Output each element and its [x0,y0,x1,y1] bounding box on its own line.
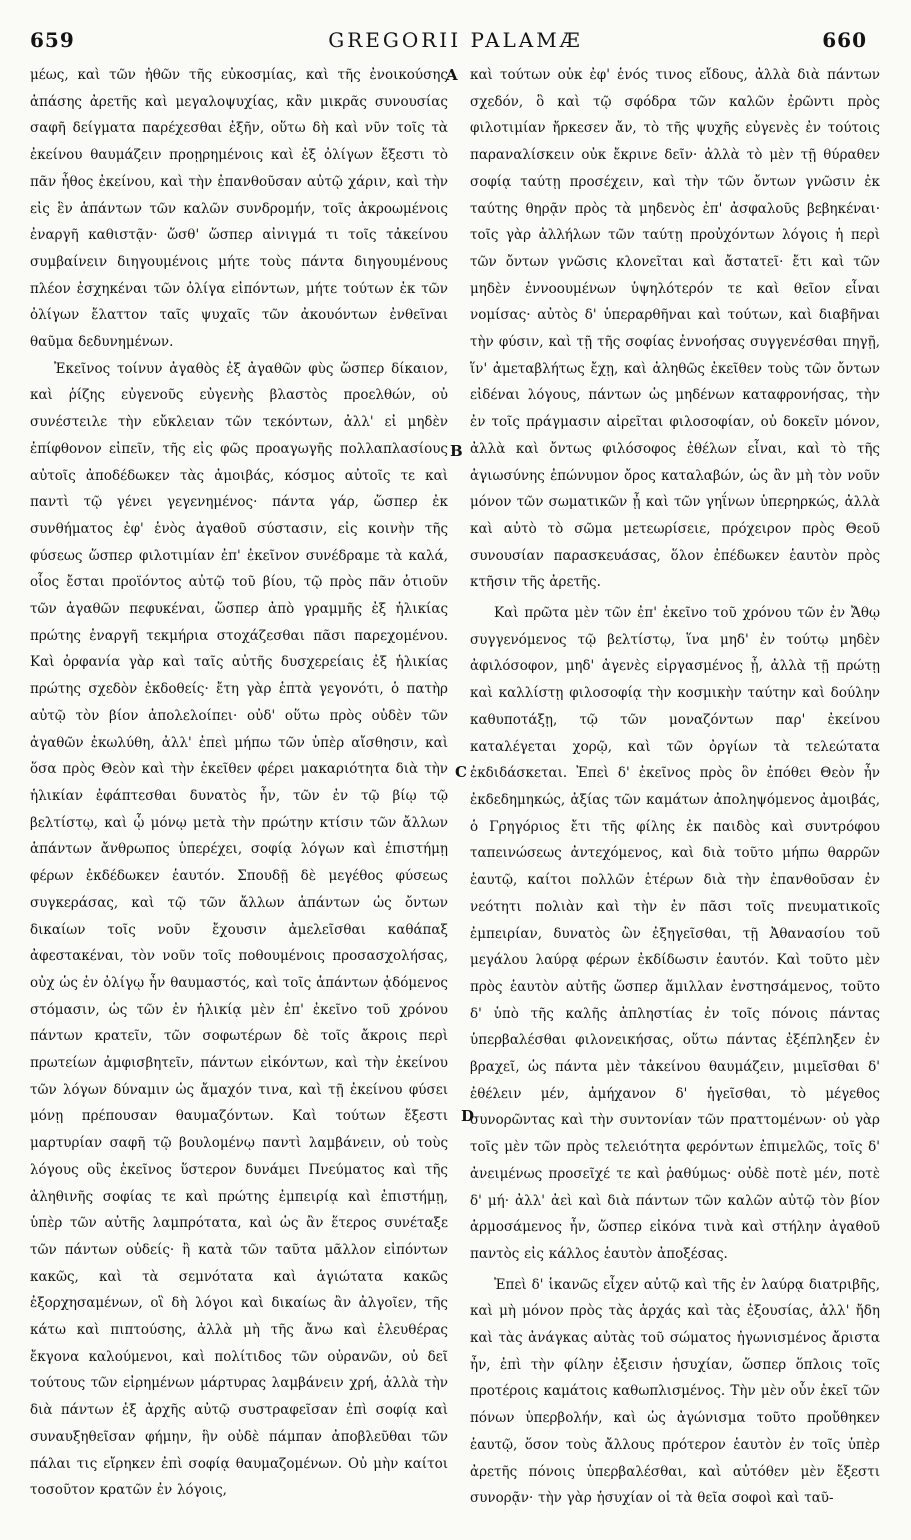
left-paragraph-1: μέως, καὶ τῶν ἠθῶν τῆς εὐκοσμίας, καὶ τῆς ἐνοικούσης ἁπάσης ἀρετῆς καὶ μεγαλοψυχίας, κἂν μικρᾶς συνουσίας σαφῆ δείγματα παρέχεσθαι ἐξῆν, οὕτω δὴ καὶ νῦν τοῖς τὰ ἐκείνου θαυμάζειν προῃρημένοις καὶ ἐξ ὀλίγων ἔξεστι τὸ πᾶν ἦθος ἐκείνου, καὶ τὴν ἐπανθοῦσαν αὐτῷ χάριν, καὶ τὴν εἰς ἓν ἁπάντων τῶν καλῶν συνδρομήν, τοῖς ἀκροωμένοις ἐναργῆ καθιστᾷν· ὥσθ' ὥσπερ αἰνιγμά τι τοῖς τἀκείνου συμβαίνειν διηγουμένοις μήτε τοὺς πάντα διηγουμένους πλέον ἐσχηκέναι τῶν ὀλίγα εἰπόντων, μήτε τούτων ἐκ τῶν ὀλίγων ἔλαττον ταῖς ψυχαῖς τῶν ἀκουόντων ἐνθεῖναι θαῦμα δεδυνημένων. [30,67,448,351]
left-column [30,62,448,1522]
right-column [470,62,880,1522]
right-paragraph-3: Ἐπεὶ δ' ἱκανῶς εἶχεν αὐτῷ καὶ τῆς ἐν λαύρᾳ διατριβῆς, καὶ μὴ μόνον πρὸς τὰς ἀρχάς καὶ τὰς ἐξουσίας, ἀλλ' ἤδη καὶ τὰς ἀνάγκας αὐτὰς τοῦ σώματος ἠγωνισμένος ἄριστα ἦν, ἐπὶ τὴν φίλην ἐξεισιν ἡσυχίαν, ὥσπερ ὅπλοις τοῖς προτέροις καμάτοις καθωπλισμένος. Τὴν μὲν οὖν ἐκεῖ τῶν πόνων ὑπερβολήν, καὶ ὡς ἀγώνισμα τοῦτο προὔθηκεν ἑαυτῷ, ὅσον τοὺς ἄλλους πρότερον ἑαυτὸν ἐν τοῖς ὑπὲρ ἀρετῆς πόνοις ὑπερβαλέσθαι, καὶ αὐτόθεν μὲν ἔξεστι συνορᾷν· τὴν γὰρ ἡσυχίαν οἱ τὰ θεῖα σοφοὶ καὶ ταῦ- [470,1276,880,1507]
section-marker-c: C [455,763,467,781]
section-marker-d: D [461,1107,475,1125]
running-title: GREGORII PALAMÆ [328,28,583,52]
section-marker-a: A [446,66,458,84]
right-paragraph-2: Καὶ πρῶτα μὲν τῶν ἐπ' ἐκεῖνο τοῦ χρόνου τῶν ἐν Ἄθῳ συγγενόμενος τῷ βελτίστῳ, ἵνα μηδ' ἐν τούτῳ μηδὲν ἀφιλόσοφον, μηδ' ἀγενὲς εἰργασμένος ᾖ, ἀλλὰ τῇ πρώτῃ καὶ καλλίστῃ φιλοσοφίᾳ τὴν κοσμικὴν ταύτην καὶ δούλην καθυποτάξῃ, τῷ τῶν μοναζόντων παρ' ἐκείνου καταλέγεται χορῷ, καὶ τῶν ὀργίων τὰ τελεώτατα ἐκδιδάσκεται. Ἐπεὶ δ' ἐκεῖνος πρὸς ὃν ἐπόθει Θεὸν ἦν ἐκδεδημηκώς, ἀξίας τῶν καμάτων ἀποληψόμενος ἀμοιβάς, ὁ Γρηγόριος ἔτι τῆς φίλης ἐκ παιδὸς καὶ συντρόφου ταπεινώσεως ἀντεχόμενος, καὶ διὰ τοῦτο μήπω θαρρῶν ἑαυτῷ, καίτοι πολλῶν ἑτέρων διὰ τὴν ἐπανθοῦσαν ἐν νεότητι πολιὰν καὶ τὴν ἐν πᾶσι τοῖς πνευματικοῖς ἐμπειρίαν, δυνατὸς ὢν ἐξηγεῖσθαι, τῇ Ἀθανασίου τοῦ μεγάλου λαύρᾳ φέρων ἐκδίδωσιν ἑαυτόν. Καὶ τοῦτο μὲν πρὸς ἑαυτὸν αὐτῆς ὥσπερ ἅμιλλαν ἐνστησάμενος, τοῦτο δ' ὑπὸ τῆς καλῆς ἀπληστίας ἐν τοῖς πόνοις πάντας ὑπερβαλέσθαι φιλονεικήσας, οὕτω πάντας ἐξέπληξεν ἐν βραχεῖ, ὡς πάντα μὲν τἀκείνου θαυμάζειν, μιμεῖσθαι δ' ἐθέλειν μέν, ἀμήχανον δ' ἡγεῖσθαι, τὸ μέγεθος συνορῶντας καὶ τὴν συντονίαν τῶν πραττομένων· οὐ γὰρ τοῖς μὲν τῶν πρὸς τελειότητα φερόντων ἐπιμελῶς, τοῖς δ' ἀνειμένως προσεῖχέ τε καὶ ῥαθύμως· οὐδὲ ποτὲ μέν, ποτὲ δ' μή· ἀλλ' ἀεὶ καὶ διὰ πάντων τῶν καλῶν αὐτῷ τὸν βίον ἁρμοσάμενος ἦν, ὥσπερ εἰκόνα τινὰ καὶ στήλην ἀγαθοῦ παντὸς εἰς κάλλος ἑαυτὸν ἀποξέσας. [470,605,880,1262]
section-marker-b: B [450,442,463,460]
page-number-right: 660 [822,28,867,52]
page-number-left: 659 [30,28,75,52]
left-paragraph-2: Ἐκεῖνος τοίνυν ἀγαθὸς ἐξ ἀγαθῶν φὺς ὥσπερ δίκαιον, καὶ ῥίζης εὐγενοῦς εὐγενὴς βλαστὸς προελθών, οὐ συνέστειλε τὴν εὔκλειαν τῶν τεκόντων, ἀλλ' εἰ μηδὲν ἐπίφθονον εἰπεῖν, τῆς εἰς φῶς προαγωγῆς πολλαπλασίους αὐτοῖς ἀποδέδωκεν τὰς ἀμοιβάς, κόσμος αὐτοῖς τε καὶ παντὶ τῷ γένει γεγενημένος· πάντα γάρ, ὥσπερ ἐκ συνθήματος ἐφ' ἑνὸς ἀγαθοῦ σύστασιν, εἰς κοινὴν τῆς φύσεως ὥσπερ φιλοτιμίαν ἐπ' ἐκεῖνον συνέδραμε τὰ καλά, οἷος ἔσται προϊόντος αὐτῷ τοῦ βίου, τῷ πρὸς πᾶν ὁτιοῦν τῶν ἀγαθῶν πεφυκέναι, ὥσπερ ἀπὸ γραμμῆς ἐξ ἡλικίας πρώτης ἐναργῆ τεκμήρια στοχάζεσθαι πᾶσι παρεχομένου. Καὶ ὀρφανία γὰρ καὶ ταῖς αὐτῆς δυσχερείαις ἐξ ἡλικίας πρώτης σχεδὸν ἐκδοθείς· ἔτη γὰρ ἑπτὰ γεγονότι, ὁ πατὴρ αὐτῷ τὸν βίον ἀπολελοίπει· οὐδ' οὕτω πρὸς οὐδὲν τῶν ἀγαθῶν ἐκωλύθη, ἀλλ' ἐπεὶ μήπω τῶν ὑπὲρ αἴσθησιν, καὶ ὅσα πρὸς Θεὸν καὶ τὴν ἐκεῖθεν φέρει μακαριότητα διὰ τὴν ἡλικίαν ἐφάπτεσθαι δυνατὸς ἦν, τῶν ἐν τῷ βίῳ τῷ βελτίστῳ, καὶ ᾧ μόνῳ μετὰ τὴν πρώτην κτίσιν τῶν ἄλλων ἁπάντων ἄνθρωπος ὑπερέχει, σοφίᾳ λόγων καὶ ἐπιστήμῃ φέρων ἐκδέδωκεν ἑαυτόν. Σπουδῇ δὲ μεγέθος φύσεως συγκεράσας, καὶ τῷ τῶν ἄλλων ἁπάντων ὡς ὄντων δικαίων τοῖς νοῦν ἔχουσιν ἀμελεῖσθαι καθάπαξ ἀφεστακέναι, τὸν νοῦν τοῖς ποθουμένοις προσασχολήσας, οὐχ ὡς ἐν ὀλίγῳ ἦν θαυμαστός, καὶ τοῖς ἁπάντων ᾀδόμενος στόμασιν, ὡς τῶν ἐν ἡλικίᾳ μὲν ἐπ' ἐκεῖνο τοῦ χρόνου πάντων κρατεῖν, τῶν σοφωτέρων δὲ τοῖς ἄκροις περὶ πρωτείων ἀμφισβητεῖν, πάντων εἰκόντων, καὶ τὴν ἐκείνου τῶν λόγων δύναμιν ὡς ἄμαχόν τινα, καὶ τῇ ἐκείνου φύσει μόνῃ πρέπουσαν θαυμαζόντων. Καὶ τούτων ἔξεστι μαρτυρίαν σαφῆ τῷ βουλομένῳ παντὶ λαμβάνειν, οὐ τοὺς λόγους οὓς ἐκεῖνος ὕστερον δυνάμει Πνεύματος καὶ τῆς ἀληθινῆς σοφίας τε καὶ πρώτης ἐμπειρίᾳ καὶ ἐπιστήμῃ, ὑπὲρ τῶν αὐτῆς λαμπρότατα, καὶ ὡς ἂν ἕτερος συνέταξε τῶν πάντων οὐδείς· ἢ κατὰ τῶν ταῦτα μᾶλλον εἰπόντων κακῶς, καὶ τὰ σεμνότατα καὶ ἁγιώτατα κακῶς ἐξορχησαμένων, οἳ δὴ λόγοι καὶ δικαίως ἂν ἀλγοῖεν, τῆς κάτω καὶ πιπτούσης, ἀλλὰ μὴ τῆς ἄνω καὶ ἐλευθέρας ἔκγονα καλούμενοι, καὶ πολίτιδος τῶν οὐρανῶν, οὐ δεῖ τούτους τῶν εἰρημένων μάρτυρας λαμβάνειν χρή, ἀλλὰ τὴν διὰ πάντων ἐξ ἀρχῆς αὐτῷ συστραφεῖσαν ἐπὶ σοφίᾳ καὶ συναυξηθεῖσαν φήμην, ἣν οὐδὲ πάμπαν ἀποβλεῦθαι τῶν πάλαι τις εἴρηκεν ἐπὶ σοφίᾳ θαυμαζομένων. Οὐ μὴν καίτοι τοσοῦτον κρατῶν ἐν λόγοις, [30,360,448,1499]
right-paragraph-1: καὶ τούτων οὐκ ἐφ' ἑνός τινος εἴδους, ἀλλὰ διὰ πάντων σχεδόν, ὃ καὶ τῷ σφόδρα τῶν καλῶν ἐρῶντι πρὸς φιλοτιμίαν ἤρκεσεν ἄν, τὸ τῆς ψυχῆς εὐγενὲς ἐν τούτοις παραναλίσκειν οὐκ ἔκρινε δεῖν· ἀλλὰ τὸ μὲν τῇ θύραθεν σοφίᾳ ταύτῃ προσέχειν, καὶ τὴν τῶν ὄντων γνῶσιν ἐκ ταύτης θηρᾷν πρὸς τὰ μηδενὸς ἐπ' ἀσφαλοῦς βεβηκέναι· τοῖς γὰρ ἀλλήλων τῶν ταύτῃ προὐχόντων λόγοις ἡ περὶ τῶν ὄντων γνῶσις κλονεῖται καὶ ἄστατεῖ· ἔτι καὶ τῶν μηδὲν ἐννοουμένων ὑψηλότερόν τε καὶ θεῖον εἶναι νομίσας· αὐτὸς δ' ὑπεραρθῆναι καὶ τούτων, καὶ διαβῆναι τὴν φύσιν, καὶ τῇ τῆς σοφίας ἐννοήσας συγγενέσθαι πηγῇ, ἵν' ἀμεταβλήτως ἔχῃ, καὶ ἀληθῶς ἐκεῖθεν τοὺς τῶν ὄντων εἰδέναι λόγους, πάντων ὡς μηδένων καταφρονήσας, τὴν ἐν τοῖς πράγμασιν αἱρεῖται φιλοσοφίαν, οὐ δοκεῖν μόνον, ἀλλὰ καὶ ὄντως φιλόσοφος ἐθέλων εἶναι, καὶ τὸ τῆς ἁγιωσύνης ἐπώνυμον ὄρος καταλαβών, ὡς ἂν μὴ τὸν νοῦν μόνον τῶν σωματικῶν ᾖ καὶ τῶν γηΐνων ὑπερηρκώς, ἀλλὰ καὶ αὐτὸ τὸ σῶμα μετεωρίσειε, πρόχειρον πρὸς Θεοῦ συνουσίαν παρασκευάσας, ὅλον ἐπέδωκεν ἑαυτὸν πρὸς κτῆσιν τῆς ἀρετῆς. [470,67,880,591]
running-header [0,28,911,58]
